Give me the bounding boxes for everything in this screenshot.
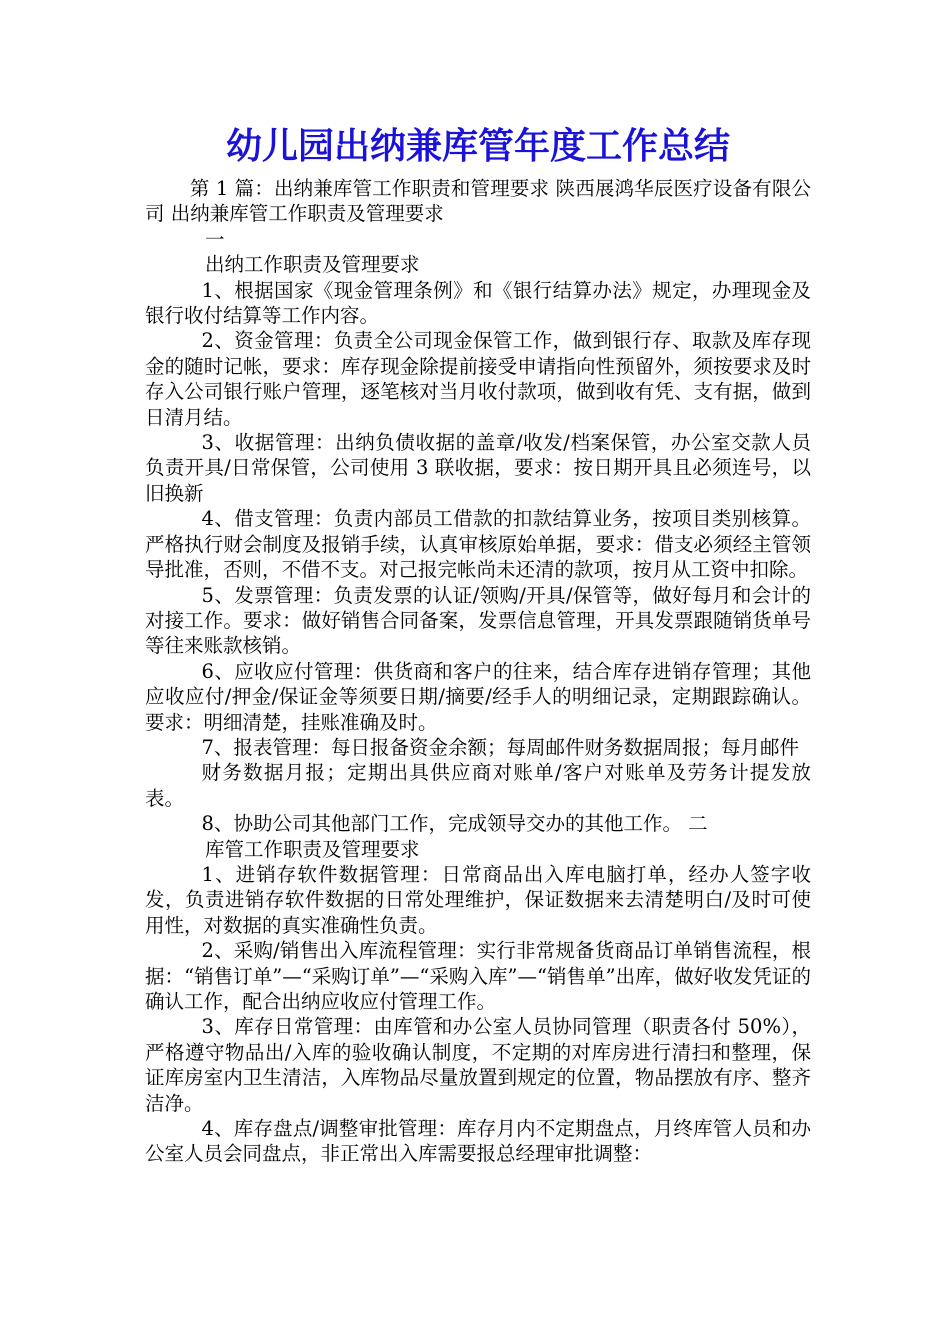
paragraph-item: 8、协助公司其他部门工作，完成领导交办的其他工作。 二 [201, 812, 708, 836]
paragraph-item: 1、进销存软件数据管理：日常商品出入库电脑打单，经办人签字收发，负责进销存软件数据的日常处理维护，保证数据来去清楚明白/及时可使用性，对数据的真实准确性负责。 [145, 862, 811, 937]
paragraph-item: 7、报表管理：每日报备资金余额；每周邮件财务数据周报；每月邮件 [201, 735, 799, 759]
paragraph-item: 2、资金管理：负责全公司现金保管工作，做到银行存、取款及库存现金的随时记帐，要求：库存现金除提前接受申请指向性预留外，须按要求及时存入公司银行账户管理，逐笔核对当月收付款项，做到收有凭、支有据，做到日清月结。 [145, 329, 811, 429]
paragraph-item: 财务数据月报；定期出具供应商对账单/客户对账单及劳务计提发放表。 [145, 761, 811, 810]
paragraph-item: 3、库存日常管理：由库管和办公室人员协同管理（职责各付 50%），严格遵守物品出/入库的验收确认制度，不定期的对库房进行清扫和整理，保证库房室内卫生清洁，入库物品尽量放置到规定的位置，物品摆放有序、整齐洁净。 [145, 1015, 811, 1115]
paragraph-item: 5、发票管理：负责发票的认证/领购/开具/保管等，做好每月和会计的对接工作。要求：做好销售合同备案，发票信息管理，开具发票跟随销货单号等往来账款核销。 [145, 583, 811, 658]
section-number-one: 一 [205, 227, 225, 251]
section-heading-cashier: 出纳工作职责及管理要求 [205, 253, 420, 277]
document-page [145, 118, 811, 1167]
section-heading-warehouse: 库管工作职责及管理要求 [205, 837, 420, 861]
paragraph-item: 3、收据管理：出纳负债收据的盖章/收发/档案保管，办公室交款人员负责开具/日常保管，公司使用 3 联收据，要求：按日期开具且必须连号，以旧换新 [145, 431, 811, 505]
paragraph-item: 4、库存盘点/调整审批管理：库存月内不定期盘点，月终库管人员和办公室人员会同盘点，非正常出入库需要报总经理审批调整： [145, 1117, 811, 1166]
document-body [145, 176, 811, 1167]
paragraph-item: 1、根据国家《现金管理条例》和《银行结算办法》规定，办理现金及银行收付结算等工作内容。 [145, 278, 811, 328]
paragraph-item: 6、应收应付管理：供货商和客户的往来，结合库存进销存管理；其他应收应付/押金/保证金等须要日期/摘要/经手人的明细记录，定期跟踪确认。要求：明细清楚，挂账准确及时。 [145, 659, 811, 734]
paragraph-item: 2、采购/销售出入库流程管理：实行非常规备货商品订单销售流程，根据：“销售订单”—“采购订单”—“采购入库”—“销售单”出库，做好收发凭证的确认工作，配合出纳应收应付管理工作。 [145, 939, 811, 1013]
paragraph-item: 4、借支管理：负责内部员工借款的扣款结算业务，按项目类别核算。严格执行财会制度及报销手续，认真审核原始单据，要求：借支必须经主管领导批准，否则，不借不支。对己报完帐尚未还清的款项，按月从工资中扣除。 [145, 507, 811, 582]
paragraph-intro: 第 1 篇：出纳兼库管工作职责和管理要求 陕西展鸿华辰医疗设备有限公司 出纳兼库管工作职责及管理要求 [145, 177, 811, 226]
document-title: 幼儿园出纳兼库管年度工作总结 [225, 126, 730, 167]
